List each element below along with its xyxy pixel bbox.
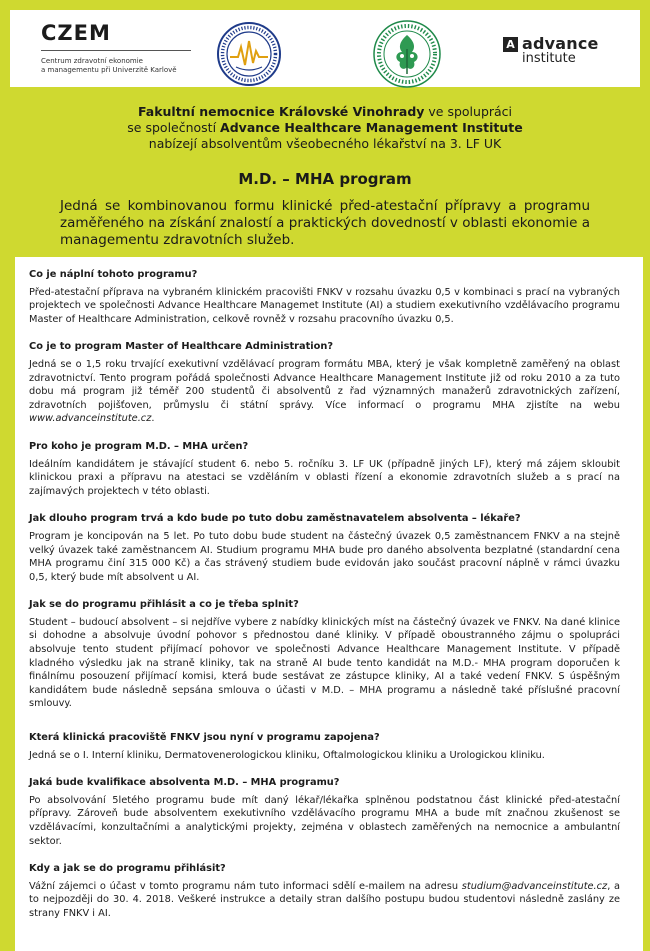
advance-institute-logo bbox=[503, 34, 623, 74]
page-title: M.D. – MHA program bbox=[238, 170, 412, 188]
faq-answer: Před-atestační příprava na vybraném klinickém pracovišti FNKV v rozsahu úvazku 0,5 v kombinaci s prací na vybraných projektech ve společnosti Advance Healthcare Managemet Institute (AI) a studiem exekutivního vzdělávacího programu Master of Healthcare Administration, celkově rovněž v rozsahu pracovního úvazku 0,5. bbox=[29, 286, 620, 325]
faq-question: Pro koho je program M.D. – MHA určen? bbox=[29, 440, 249, 452]
faq-item bbox=[29, 440, 620, 498]
faq-question: Jak dlouho program trvá a kdo bude po tuto dobu zaměstnavatelem absolventa – lékaře? bbox=[29, 513, 521, 525]
website-link[interactable]: www.advanceinstitute.cz bbox=[29, 413, 152, 425]
faq-item bbox=[29, 340, 620, 426]
faq-answer: Student – budoucí absolvent – si nejdříve vybere z nabídky klinických míst na částečný úvazek ve FNKV. Na dané klinice si dohodne a absolvuje úvodní pohovor s přednostou dané kliniky. V případě oboustranného zájmu o spolupráci absolvuje tento student přijímací pohovor ve společnosti Advance Healthcare Management Institute. V případě kladného výsledku jak na straně kliniky, tak na straně AI bude tento kandidát na M.D.- MHA program doporučen k finálnímu posouzení přijímací komisi, která bude sestávat ze zástupce kliniky, AI a také vedení FNKV. S úspěšným kandidátem bude následně sepsána smlouva o účasti v M.D. – MHA programu a následně také příslušné pracovní smlouvy. bbox=[29, 616, 620, 710]
program-tagline: Jedná se kombinovanou formu klinické před-atestační přípravy a programu zaměřeného na získání znalostí a praktických dovedností v oblasti ekonomie a managementu zdravotních služeb. bbox=[60, 198, 590, 248]
faq-panel bbox=[15, 257, 643, 951]
faq-item bbox=[29, 776, 620, 848]
faq-answer: Program je koncipován na 5 let. Po tuto dobu bude student na částečný úvazek 0,5 zaměstnancem FNKV a na stejně velký úvazek také zaměstnancem AI. Studium programu MHA bude pro daného absolventa bezplatné (standardní cena MHA programu činí 315 000 Kč) a čas strávený studiem bude evidován jako součást pracovní náplně v rámci úvazku 0,5, který bude mít absolvent u AI. bbox=[29, 530, 620, 583]
advance-logo-word: advance bbox=[522, 34, 599, 53]
faq-answer: Vážní zájemci o účast v tomto programu nám tuto informaci sdělí e-mailem na adresu studium@advanceinstitute.cz, a to nejpozději do 30. 4. 2018. Veškeré instrukce a detaily stran dalšího postupu budou studentovi následně zaslány ze strany FNKV i AI. bbox=[29, 880, 621, 919]
faq-question: Co je náplní tohoto programu? bbox=[29, 269, 198, 280]
faq-answer: Jedná se o 1,5 roku trvající exekutivní vzdělávací program formátu MBA, který je však kompletně zaměřený na oblast zdravotnictví. Tento program pořádá společnosti Advance Healthcare Management Institute již od roku 2010 a za tuto dobu má program již téměř 200 studentů či absolventů z řad významných manažerů zdravotnických zařízení, zdravotních pojišťoven, průmyslu či státní správy. Více informací o programu MHA zjistíte na webu www.advanceinstitute.cz. bbox=[29, 358, 620, 425]
faq-question: Jaká bude kvalifikace absolventa M.D. – MHA programu? bbox=[29, 777, 340, 789]
advance-logo-badge: A bbox=[503, 37, 518, 52]
intro-hospital-name: Fakultní nemocnice Královské Vinohrady bbox=[137, 104, 425, 119]
email-link[interactable]: studium@advanceinstitute.cz bbox=[461, 880, 608, 892]
faq-item bbox=[29, 731, 620, 762]
faq-answer: Ideálním kandidátem je stávající student 6. nebo 5. ročníku 3. LF UK (případně jiných LF), který má zájem skloubit klinickou praxi a přípravu na atestaci se vzděláním v oblasti řízení a ekonomie zdravotních služeb a s prací na zajímavých projektech v této oblasti. bbox=[29, 458, 620, 497]
intro-partner-name: Advance Healthcare Management Institute bbox=[220, 120, 523, 135]
faq-answer: Po absolvování 5letého programu bude mít daný lékař/lékařka splněnou podstatnou část klinické před-atestační přípravy. Zároveň bude absolventem exekutivního vzdělávacího programu MHA a bude mít značnou zkušenost se vzdělávacími, konzultačními a analytickými projekty, zejména v oblastech zaměřených na nemocnice a ambulantní sektor. bbox=[29, 794, 620, 847]
faq-answer: Jedná se o I. Interní kliniku, Dermatovenerologickou kliniku, Oftalmologickou kliniku a Urologickou kliniku. bbox=[29, 749, 545, 761]
faq-question: Co je to program Master of Healthcare Administration? bbox=[29, 341, 334, 353]
intro-block: Fakultní nemocnice Královské Vinohrady ve spolupráci se společností Advance Healthcare Management Institute nabízejí absolventům všeobecného lékařství na 3. LF UK bbox=[127, 104, 523, 151]
faq-item bbox=[29, 512, 620, 584]
faq-item bbox=[29, 268, 620, 326]
czem-logo bbox=[35, 17, 205, 83]
faculty-seal-icon bbox=[216, 21, 282, 87]
czem-logo-subtitle: Centrum zdravotní ekonomie a managementu při Univerzitě Karlově bbox=[41, 57, 177, 74]
logo-header bbox=[10, 10, 640, 87]
advance-logo-subtitle: institute bbox=[522, 51, 576, 66]
hospital-seal-icon bbox=[372, 19, 442, 89]
faq-list bbox=[29, 268, 620, 935]
czem-logo-name: CZEM bbox=[41, 21, 111, 45]
faq-item bbox=[29, 598, 620, 711]
faq-question: Jak se do programu přihlásit a co je třeba splnit? bbox=[29, 599, 299, 611]
czem-logo-divider bbox=[41, 50, 191, 51]
faq-question: Kdy a jak se do programu přihlásit? bbox=[29, 863, 226, 875]
faq-item bbox=[29, 862, 620, 920]
faq-question: Která klinická pracoviště FNKV jsou nyní v programu zapojena? bbox=[29, 732, 380, 744]
